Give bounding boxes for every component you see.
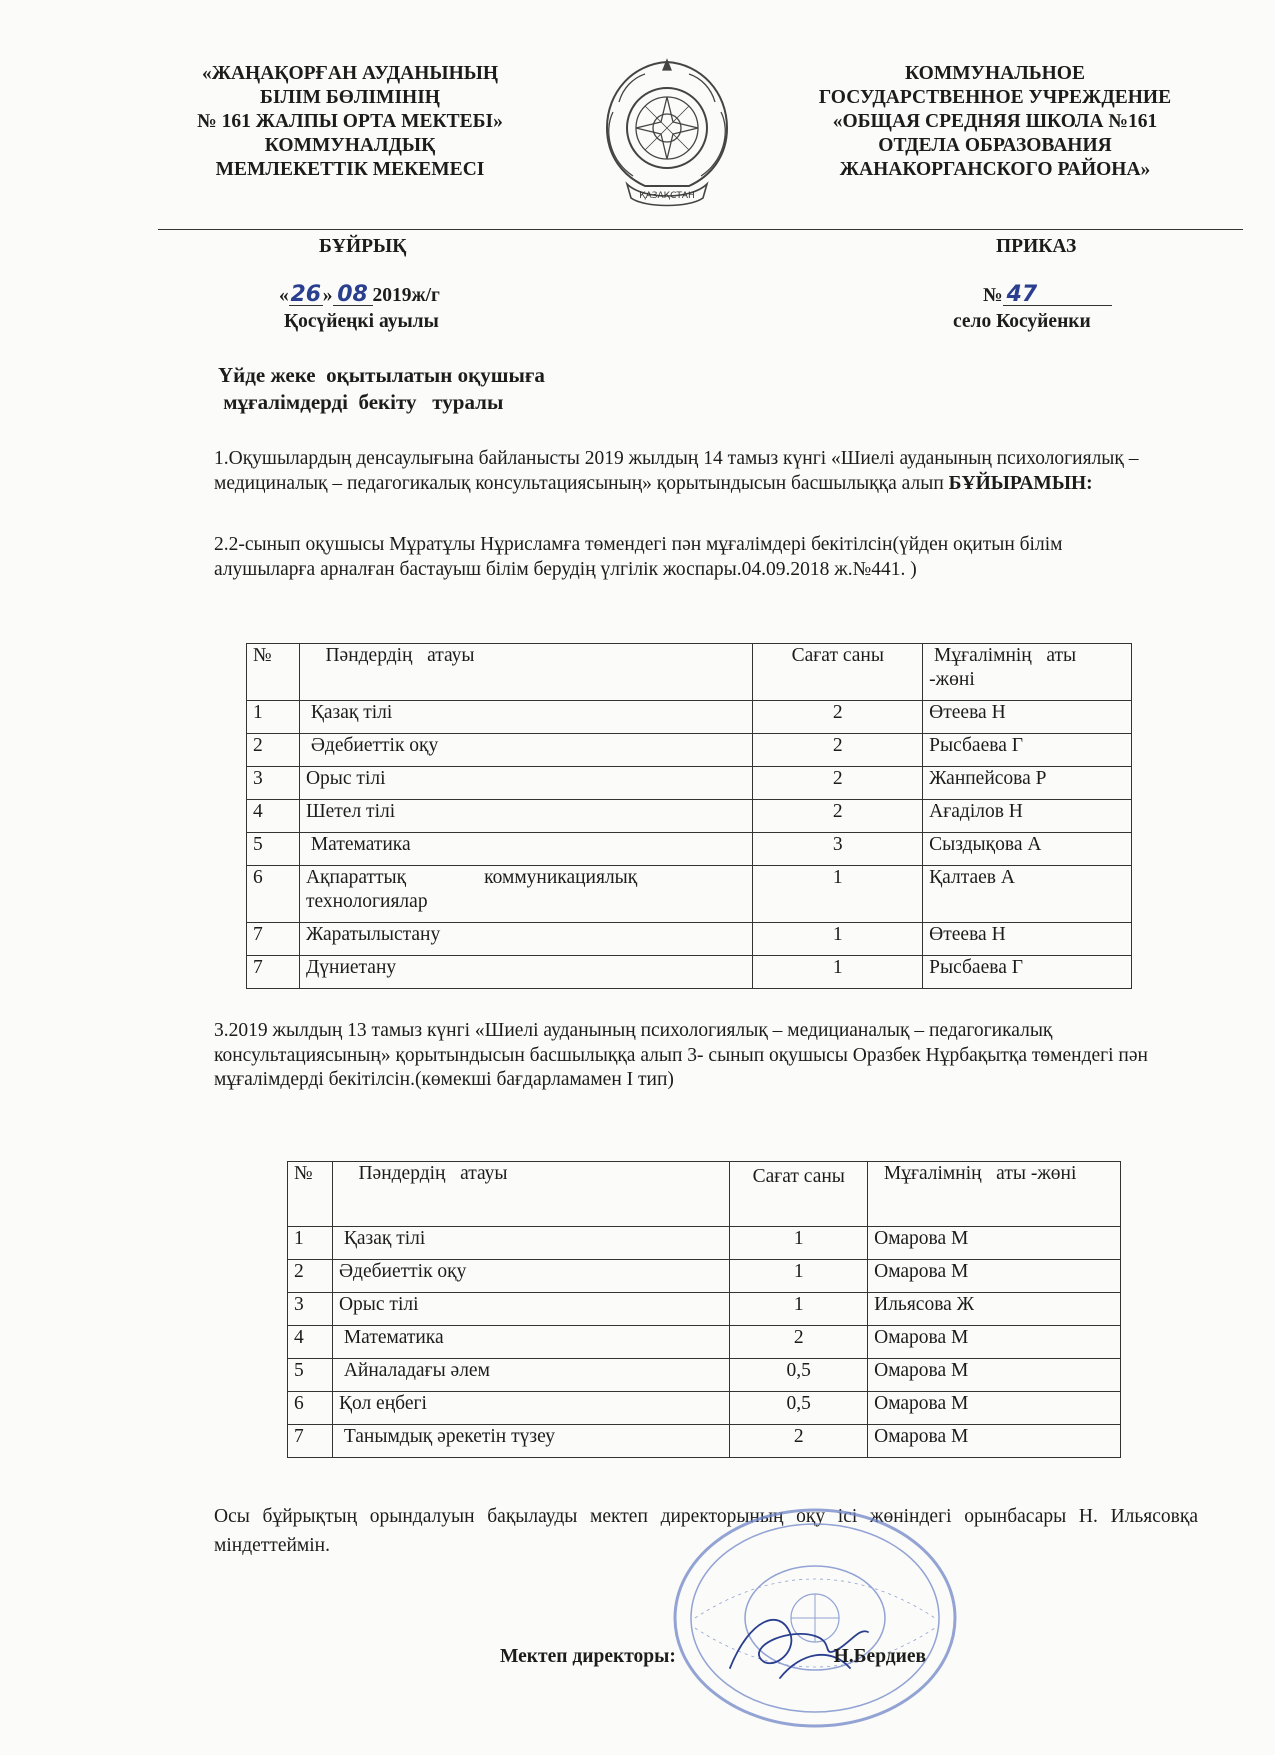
cell-teacher: Жанпейсова Р xyxy=(923,767,1132,800)
cell-number: 2 xyxy=(247,734,300,767)
date-close-quote: » xyxy=(322,285,333,306)
header-right-line: КОММУНАЛЬНОЕ xyxy=(905,63,1085,84)
order-date xyxy=(279,284,440,308)
cell-hours: 1 xyxy=(753,923,923,956)
title-line: мұғалімдерді бекіту туралы xyxy=(218,390,504,414)
header-cell-teacher: Мұғалімнің аты -жөні xyxy=(868,1162,1121,1227)
order-number xyxy=(983,284,1112,308)
cell-subject: Жаратылыстану xyxy=(299,923,752,956)
header-left-block xyxy=(150,62,550,182)
cell-number: 4 xyxy=(247,800,300,833)
table-header-row xyxy=(288,1162,1121,1227)
cell-hours: 2 xyxy=(753,800,923,833)
cell-subject: Орыс тілі xyxy=(299,767,752,800)
place-kz: Қосүйеңкі ауылы xyxy=(284,311,439,332)
cell-teacher: Ильясова Ж xyxy=(868,1293,1121,1326)
paragraph-1-emphasis: БҰЙЫРАМЫН: xyxy=(948,472,1093,494)
cell-number: 5 xyxy=(247,833,300,866)
header-left-line: КОММУНАЛДЫҚ xyxy=(264,135,436,156)
header-left-line: № 161 ЖАЛПЫ ОРТА МЕКТЕБІ» xyxy=(197,111,503,132)
table-row xyxy=(247,701,1132,734)
header-cell-hours: Сағат саны xyxy=(753,644,923,701)
table-row xyxy=(247,734,1132,767)
cell-hours: 2 xyxy=(753,701,923,734)
cell-subject: Танымдық әрекетін түзеу xyxy=(332,1425,729,1458)
table-row xyxy=(247,833,1132,866)
order-label-kz: БҰЙРЫҚ xyxy=(319,236,407,257)
date-open-quote: « xyxy=(279,285,289,306)
cell-subject: Орыс тілі xyxy=(332,1293,729,1326)
cell-hours: 1 xyxy=(753,956,923,989)
teachers-table-2 xyxy=(287,1161,1121,1458)
cell-teacher: Омарова М xyxy=(868,1260,1121,1293)
place-ru: село Косуйенки xyxy=(953,311,1091,332)
header-divider xyxy=(158,229,1243,230)
header-right-line: «ОБЩАЯ СРЕДНЯЯ ШКОЛА №161 xyxy=(832,111,1158,132)
cell-hours: 2 xyxy=(753,734,923,767)
cell-number: 1 xyxy=(247,701,300,734)
cell-teacher: Қалтаев А xyxy=(923,866,1132,923)
table-row xyxy=(288,1260,1121,1293)
date-day: 26 xyxy=(290,282,322,307)
table-row xyxy=(288,1293,1121,1326)
cell-teacher: Өтеева Н xyxy=(923,701,1132,734)
state-emblem-icon xyxy=(593,52,741,212)
table-row xyxy=(288,1227,1121,1260)
cell-number: 6 xyxy=(288,1392,333,1425)
number-prefix: № xyxy=(983,285,1003,306)
cell-hours: 1 xyxy=(730,1293,868,1326)
cell-subject: Математика xyxy=(332,1326,729,1359)
cell-hours: 2 xyxy=(753,767,923,800)
cell-subject: Ақпараттық коммуникациялық технологиялар xyxy=(299,866,752,923)
date-month: 08 xyxy=(333,285,373,306)
number-value: 47 xyxy=(1003,285,1112,306)
cell-subject: Математика xyxy=(299,833,752,866)
header-right-line: ГОСУДАРСТВЕННОЕ УЧРЕЖДЕНИЕ xyxy=(818,87,1172,108)
cell-hours: 0,5 xyxy=(730,1392,868,1425)
table-row xyxy=(247,956,1132,989)
signature-row xyxy=(500,1646,926,1668)
cell-teacher: Рысбаева Г xyxy=(923,956,1132,989)
paragraph-3: 3.2019 жылдың 13 тамыз күнгі «Шиелі ауданының психологиялық – медицианалық – педагогикалық консультациясының» қорытындысын басшылыққа алып 3- сынып оқушысы Оразбек Нұрбақытқа төмендегі пән мұғалімдерді бекітілсін.(көмекші бағдарламамен I тип) xyxy=(214,1020,1148,1090)
header-cell-hours: Сағат саны xyxy=(730,1162,868,1227)
header-cell-teacher: Мұғалімнің аты -жөні xyxy=(923,644,1132,701)
cell-hours: 0,5 xyxy=(730,1359,868,1392)
cell-teacher: Өтеева Н xyxy=(923,923,1132,956)
cell-hours: 1 xyxy=(730,1260,868,1293)
order-label-ru: ПРИКАЗ xyxy=(996,236,1077,257)
cell-hours: 2 xyxy=(730,1425,868,1458)
cell-subject: Қол еңбегі xyxy=(332,1392,729,1425)
cell-number: 3 xyxy=(247,767,300,800)
cell-number: 6 xyxy=(247,866,300,923)
cell-teacher: Ағаділов Н xyxy=(923,800,1132,833)
cell-teacher: Сыздықова А xyxy=(923,833,1132,866)
table-row xyxy=(288,1425,1121,1458)
paragraph-2: 2.2-сынып оқушысы Мұратұлы Нұрисламға төмендегі пән мұғалімдері бекітілсін(үйден оқитын білім алушыларға арналған бастауыш білім берудің үлгілік жоспары.04.09.2018 ж.№441. ) xyxy=(214,534,1063,580)
header-left-line: МЕМЛЕКЕТТІК МЕКЕМЕСІ xyxy=(215,159,485,180)
cell-number: 7 xyxy=(247,923,300,956)
cell-teacher: Омарова М xyxy=(868,1326,1121,1359)
teachers-table-1 xyxy=(246,643,1132,989)
cell-number: 3 xyxy=(288,1293,333,1326)
cell-teacher: Омарова М xyxy=(868,1392,1121,1425)
table-row xyxy=(247,866,1132,923)
table-row xyxy=(247,767,1132,800)
cell-subject: Әдебиеттік оқу xyxy=(299,734,752,767)
header-left-line: БІЛІМ БӨЛІМІНІҢ xyxy=(260,87,440,108)
cell-subject: Қазақ тілі xyxy=(299,701,752,734)
header-right-line: ОТДЕЛА ОБРАЗОВАНИЯ xyxy=(878,135,1112,156)
cell-number: 2 xyxy=(288,1260,333,1293)
cell-number: 5 xyxy=(288,1359,333,1392)
header-cell-subject: Пәндердің атауы xyxy=(332,1162,729,1227)
cell-hours: 1 xyxy=(730,1227,868,1260)
header-right-line: ЖАНАКОРГАНСКОГО РАЙОНА» xyxy=(839,159,1151,180)
cell-number: 7 xyxy=(288,1425,333,1458)
cell-number: 7 xyxy=(247,956,300,989)
header-cell-number: № xyxy=(288,1162,333,1227)
cell-hours: 2 xyxy=(730,1326,868,1359)
header-right-block xyxy=(775,62,1215,182)
cell-subject: Айналадағы әлем xyxy=(332,1359,729,1392)
table-header-row xyxy=(247,644,1132,701)
table-row xyxy=(247,923,1132,956)
cell-number: 4 xyxy=(288,1326,333,1359)
cell-teacher: Омарова М xyxy=(868,1227,1121,1260)
signature-role: Мектеп директоры: xyxy=(500,1646,676,1667)
cell-teacher: Рысбаева Г xyxy=(923,734,1132,767)
table-row xyxy=(288,1326,1121,1359)
cell-teacher: Омарова М xyxy=(868,1425,1121,1458)
cell-subject: Шетел тілі xyxy=(299,800,752,833)
table-row xyxy=(288,1359,1121,1392)
cell-teacher: Омарова М xyxy=(868,1359,1121,1392)
date-year: 2019ж/г xyxy=(372,285,440,306)
cell-subject: Әдебиеттік оқу xyxy=(332,1260,729,1293)
cell-subject: Дүниетану xyxy=(299,956,752,989)
header-cell-subject: Пәндердің атауы xyxy=(299,644,752,701)
cell-number: 1 xyxy=(288,1227,333,1260)
cell-subject: Қазақ тілі xyxy=(332,1227,729,1260)
cell-hours: 1 xyxy=(753,866,923,923)
table-row xyxy=(288,1392,1121,1425)
emblem-label: ҚАЗАҚСТАН xyxy=(639,191,695,201)
cell-hours: 3 xyxy=(753,833,923,866)
header-cell-number: № xyxy=(247,644,300,701)
table-row xyxy=(247,800,1132,833)
document-title xyxy=(218,362,545,416)
title-line: Үйде жеке оқытылатын оқушыға xyxy=(218,363,545,387)
signature-name: Н.Бердиев xyxy=(833,1646,927,1667)
closing-paragraph: Осы бұйрықтың орындалуын бақылауды мектеп директорының оқу ісі жөніндегі орынбасары Н. Ильясовқа міндеттеймін. xyxy=(214,1506,1198,1556)
paragraph-1-text: 1.Оқушылардың денсаулығына байланысты 2019 жылдың 14 тамыз күнгі «Шиелі ауданының психологиялық – медициналық – педагогикалық консультациясының» қорытындысын басшылыққа алып xyxy=(214,448,1139,494)
header-left-line: «ЖАҢАҚОРҒАН АУДАНЫНЫҢ xyxy=(201,63,499,84)
paragraph-1 xyxy=(214,447,1164,496)
